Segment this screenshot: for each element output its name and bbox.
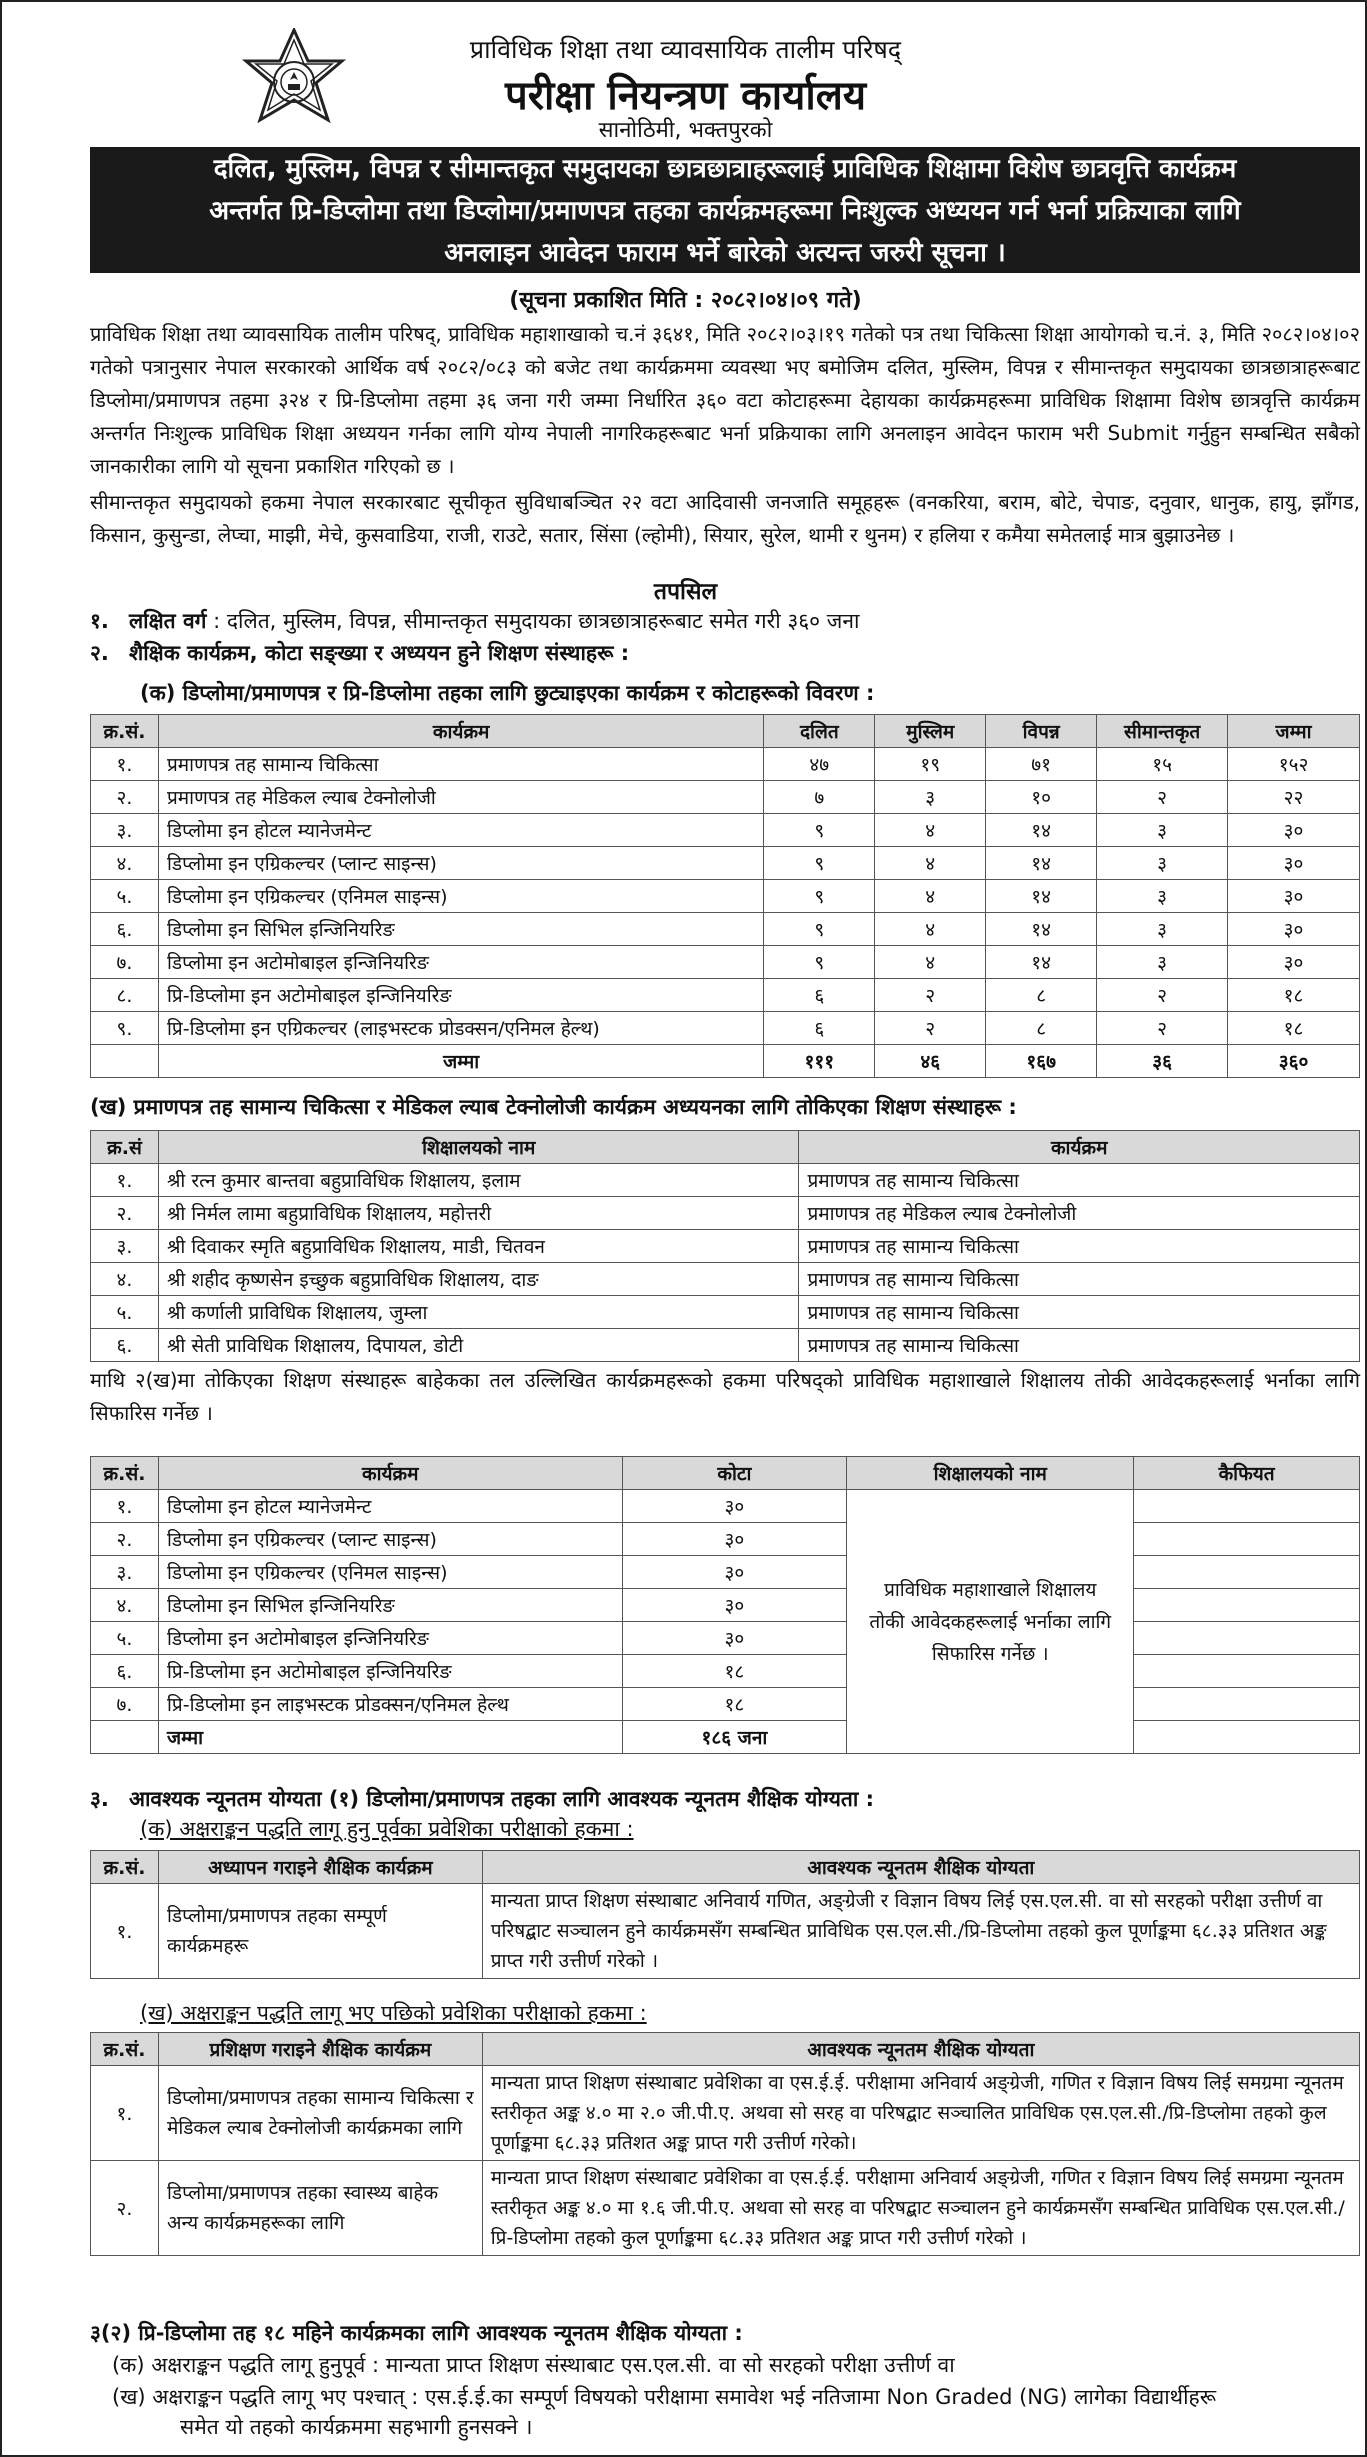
column-header: जम्मा	[1228, 715, 1360, 748]
remarks-cell	[1134, 1721, 1360, 1754]
table-row	[91, 781, 1360, 814]
quota-cell: ३०	[1228, 847, 1360, 880]
section-3-2-ka: (क) अक्षराङ्कन पद्धति लागू हुनुपूर्व : मान्यता प्राप्त शिक्षण संस्थाबाट एस.एल.सी. वा सो सरहको परीक्षा उत्तीर्ण वा	[112, 2353, 955, 2377]
institutions-table-header	[91, 1131, 1360, 1164]
institution-name: श्री निर्मल लामा बहुप्राविधिक शिक्षालय, महोत्तरी	[158, 1197, 798, 1230]
quota-cell: ४.	[91, 847, 159, 880]
table-row	[91, 913, 1360, 946]
total-row	[91, 1045, 1360, 1078]
section-3-number: ३.	[90, 1787, 109, 1811]
serial-cell: ४.	[91, 1589, 159, 1622]
quota-cell: १४	[986, 814, 1097, 847]
column-header: विपन्न	[986, 715, 1097, 748]
quota-cell: २२	[1228, 781, 1360, 814]
notice-banner	[90, 147, 1360, 273]
section-3-sub-ka: (क) अक्षराङ्कन पद्धति लागू हुनु पूर्वका प्रवेशिका परीक्षाको हकमा :	[140, 1817, 634, 1841]
serial-cell: ३.	[91, 1230, 159, 1263]
remarks-cell	[1134, 1556, 1360, 1589]
quota-cell: ३०	[1228, 814, 1360, 847]
program-name: प्रि-डिप्लोमा इन लाइभस्टक प्रोडक्सन/एनिमल हेल्थ	[158, 1688, 622, 1721]
serial-cell: ६.	[91, 1329, 159, 1362]
column-header: क्र.सं.	[91, 715, 159, 748]
serial-cell: २.	[91, 2161, 159, 2256]
table-ka-caption: (क) डिप्लोमा/प्रमाणपत्र र प्रि-डिप्लोमा तहका लागि छुट्याइएका कार्यक्रम र कोटाहरूको विवरण :	[140, 681, 875, 705]
table-row	[91, 1164, 1360, 1197]
program-name: डिप्लोमा इन एग्रिकल्चर (प्लान्ट साइन्स)	[158, 847, 763, 880]
quota-cell: ३	[1097, 814, 1228, 847]
program-name: डिप्लोमा इन सिभिल इन्जिनियरिङ	[158, 913, 763, 946]
serial-cell: ५.	[91, 1296, 159, 1329]
quota-cell: ४	[875, 946, 986, 979]
section-1-title: लक्षित वर्ग	[128, 609, 207, 633]
organization-name: प्राविधिक शिक्षा तथा व्यावसायिक तालीम परिषद्	[469, 35, 902, 64]
serial-cell: १.	[91, 1164, 159, 1197]
column-header: कोटा	[622, 1457, 847, 1490]
column-header: दलित	[764, 715, 875, 748]
table-row	[91, 1523, 1360, 1556]
program-name: डिप्लोमा इन एग्रिकल्चर (एनिमल साइन्स)	[158, 880, 763, 913]
table-row	[91, 748, 1360, 781]
quota-cell: १५	[1097, 748, 1228, 781]
section-1-text: : दलित, मुस्लिम, विपन्न, सीमान्तकृत समुदायका छात्रछात्राहरूबाट समेत गरी ३६० जना	[206, 609, 860, 633]
column-header: कार्यक्रम	[799, 1131, 1360, 1164]
remarks-cell	[1134, 1622, 1360, 1655]
section-1-number: १.	[90, 609, 109, 633]
serial-cell: १.	[91, 2066, 159, 2161]
intro-paragraph: प्राविधिक शिक्षा तथा व्यावसायिक तालीम परिषद्, प्राविधिक महाशाखाको च.नं ३६४१, मिति २०८२।०३।१९ गतेको पत्र तथा चिकित्सा शिक्षा आयोगको च.नं. ३, मिति २०८२।०४।०२ गतेको पत्रानुसार नेपाल सरकारको आर्थिक वर्ष २०८२/०८३ को बजेट तथा कार्यक्रममा व्यवस्था भए बमोजिम दलित, मुस्लिम, विपन्न र सीमान्तकृत समुदायका छात्रछात्राहरूबाट डिप्लोमा/प्रमाणपत्र तहमा ३२४ र प्रि-डिप्लोमा तहमा ३६ जना गरी जम्मा निर्धारित ३६० वटा कोटाहरूमा देहायका कार्यक्रमहरूमा प्राविधिक शिक्षामा विशेष छात्रवृत्ति कार्यक्रम अन्तर्गत निःशुल्क प्राविधिक शिक्षा अध्ययन गर्नका लागि योग्य नेपाली नागरिकहरूबाट भर्ना प्रक्रियाका लागि अनलाइन आवेदन फाराम भरी Submit गर्नुहुन सम्बन्धित सबैको जानकारीका लागि यो सूचना प्रकाशित गरिएको छ ।	[90, 322, 1360, 478]
qualification-text: मान्यता प्राप्त शिक्षण संस्थाबाट प्रवेशिका वा एस.ई.ई. परीक्षामा अनिवार्य अङ्ग्रेजी, गणित र विज्ञान विषय लिई समग्रमा न्यूनतम स्तरीकृत अङ्क ४.० मा १.६ जी.पी.ए. अथवा सो सरह वा परिषद्बाट सञ्चालन हुने कार्यक्रमसँग सम्बन्धित प्राविधिक एस.एल.सी./प्रि-डिप्लोमा तहको कुल पूर्णाङ्कमा ६८.३३ प्रतिशत अङ्क प्राप्त गरी उत्तीर्ण गरेको ।	[482, 2161, 1359, 2256]
office-title: परीक्षा नियन्त्रण कार्यालय	[504, 73, 867, 119]
institution-name: श्री रत्न कुमार बान्तवा बहुप्राविधिक शिक्षालय, इलाम	[158, 1164, 798, 1197]
quota-cell: ३०	[1228, 880, 1360, 913]
quota-cell: १५२	[1228, 748, 1360, 781]
quota-cell: ८	[986, 979, 1097, 1012]
program-name: प्रि-डिप्लोमा इन अटोमोबाइल इन्जिनियरिङ	[158, 979, 763, 1012]
program-name: डिप्लोमा इन होटल म्यानेजमेन्ट	[158, 814, 763, 847]
section-3-title: आवश्यक न्यूनतम योग्यता	[128, 1787, 322, 1811]
quota-cell: ५.	[91, 880, 159, 913]
table-row	[91, 1296, 1360, 1329]
program-name: प्रमाणपत्र तह सामान्य चिकित्सा	[799, 1230, 1360, 1263]
column-header: क्र.सं.	[91, 2033, 159, 2066]
program-name: प्रमाणपत्र तह मेडिकल ल्याब टेक्नोलोजी	[158, 781, 763, 814]
quota-cell: ६	[764, 979, 875, 1012]
total-cell: १६७	[986, 1045, 1097, 1078]
serial-cell: २.	[91, 1523, 159, 1556]
serial-cell: ६.	[91, 1655, 159, 1688]
table-row	[91, 847, 1360, 880]
quota-cell: ४	[875, 814, 986, 847]
table-kha-caption: (ख) प्रमाणपत्र तह सामान्य चिकित्सा र मेडिकल ल्याब टेक्नोलोजी कार्यक्रम अध्ययनका लागि तोकिएका शिक्षण संस्थाहरू :	[90, 1095, 1017, 1119]
program-name: डिप्लोमा इन सिभिल इन्जिनियरिङ	[158, 1589, 622, 1622]
program-name: डिप्लोमा इन अटोमोबाइल इन्जिनियरिङ	[158, 1622, 622, 1655]
program-name: प्रमाणपत्र तह सामान्य चिकित्सा	[799, 1296, 1360, 1329]
quota-cell: ४	[875, 880, 986, 913]
quota-cell: ३	[1097, 880, 1228, 913]
total-cell: ३६	[1097, 1045, 1228, 1078]
quota-cell: ६	[764, 1012, 875, 1045]
serial-cell: ४.	[91, 1263, 159, 1296]
quota-cell: ३.	[91, 814, 159, 847]
qualification-table-pre-grading	[90, 1850, 1360, 1979]
column-header: क्र.सं.	[91, 1457, 159, 1490]
serial-cell: १.	[91, 1884, 159, 1979]
total-label: जम्मा	[158, 1721, 622, 1754]
recommendation-table-header	[91, 1457, 1360, 1490]
program-name: प्रि-डिप्लोमा इन एग्रिकल्चर (लाइभस्टक प्रोडक्सन/एनिमल हेल्थ)	[158, 1012, 763, 1045]
total-cell: ४६	[875, 1045, 986, 1078]
quota-cell: २	[1097, 1012, 1228, 1045]
column-header: सीमान्तकृत	[1097, 715, 1228, 748]
table-row	[91, 2066, 1360, 2161]
qualification-text: मान्यता प्राप्त शिक्षण संस्थाबाट प्रवेशिका वा एस.ई.ई. परीक्षामा अनिवार्य अङ्ग्रेजी, गणित र विज्ञान विषय लिई समग्रमा न्यूनतम स्तरीकृत अङ्क ४.० मा २.० जी.पी.ए. अथवा सो सरह वा परिषद्बाट सञ्चालित प्राविधिक एस.एल.सी./प्रि-डिप्लोमा तहको कुल पूर्णाङ्कमा ६८.३३ प्रतिशत अङ्क प्राप्त गरी उत्तीर्ण गरेको।	[482, 2066, 1359, 2161]
section-3-2-kha-line-1: (ख) अक्षराङ्कन पद्धति लागू भए पश्चात् : एस.ई.ई.का सम्पूर्ण विषयको परीक्षामा समावेश भई नतिजामा Non Graded (NG) लागेका विद्यार्थीहरू	[112, 2385, 1217, 2409]
quota-cell: ३०	[622, 1589, 847, 1622]
column-header: मुस्लिम	[875, 715, 986, 748]
column-header: शिक्षालयको नाम	[847, 1457, 1134, 1490]
section-3-text: (१) डिप्लोमा/प्रमाणपत्र तहका लागि आवश्यक न्यूनतम शैक्षिक योग्यता :	[321, 1787, 875, 1811]
table-row	[91, 1490, 1360, 1523]
section-1	[90, 606, 1360, 636]
qualification-table-pre-grading-header	[91, 1851, 1360, 1884]
program-name: डिप्लोमा/प्रमाणपत्र तहका सामान्य चिकित्सा र मेडिकल ल्याब टेक्नोलोजी कार्यक्रमका लागि	[158, 2066, 482, 2161]
program-name: प्रमाणपत्र तह मेडिकल ल्याब टेक्नोलोजी	[799, 1197, 1360, 1230]
middle-paragraph: माथि २(ख)मा तोकिएका शिक्षण संस्थाहरू बाहेकका तल उल्लिखित कार्यक्रमहरूको हकमा परिषद्को प्राविधिक महाशाखाले शिक्षालय तोकी आवेदकहरूलाई भर्नाका लागि सिफारिस गर्नेछ ।	[90, 1368, 1360, 1425]
table-row	[91, 1556, 1360, 1589]
quota-cell: ६.	[91, 913, 159, 946]
column-header: क्र.सं	[91, 1131, 159, 1164]
total-cell	[91, 1045, 159, 1078]
quota-cell: ३०	[622, 1523, 847, 1556]
table-row	[91, 1884, 1360, 1979]
total-row	[91, 1721, 1360, 1754]
quota-cell: ७.	[91, 946, 159, 979]
quota-cell: १४	[986, 913, 1097, 946]
program-name: डिप्लोमा इन होटल म्यानेजमेन्ट	[158, 1490, 622, 1523]
published-date: (सूचना प्रकाशित मिति : २०८२।०४।०९ गते)	[509, 288, 862, 313]
quota-cell: ३०	[622, 1622, 847, 1655]
total-cell: ३६०	[1228, 1045, 1360, 1078]
serial-cell: २.	[91, 1197, 159, 1230]
table-row	[91, 1263, 1360, 1296]
quota-cell: ७१	[986, 748, 1097, 781]
quota-cell: २	[875, 1012, 986, 1045]
table-row	[91, 880, 1360, 913]
quota-cell: १०	[986, 781, 1097, 814]
qualification-text: मान्यता प्राप्त शिक्षण संस्थाबाट अनिवार्य गणित, अङ्ग्रेजी र विज्ञान विषय लिई एस.एल.सी. वा सो सरहको परीक्षा उत्तीर्ण वा परिषद्बाट सञ्चालन हुने कार्यक्रमसँग सम्बन्धित प्राविधिक एस.एल.सी./प्रि-डिप्लोमा तहको कुल पूर्णाङ्कमा ६८.३३ प्रतिशत अङ्क प्राप्त गरी उत्तीर्ण गरेको ।	[482, 1884, 1359, 1979]
program-name: प्रि-डिप्लोमा इन अटोमोबाइल इन्जिनियरिङ	[158, 1655, 622, 1688]
quota-cell: ३	[1097, 946, 1228, 979]
quota-cell: २	[1097, 979, 1228, 1012]
quota-cell: २.	[91, 781, 159, 814]
banner-line-2: अन्तर्गत प्रि-डिप्लोमा तथा डिप्लोमा/प्रमाणपत्र तहका कार्यक्रमहरूमा निःशुल्क अध्ययन गर्न भर्ना प्रक्रियाका लागि	[209, 196, 1241, 226]
section-2	[90, 638, 1360, 668]
quota-cell: १४	[986, 946, 1097, 979]
program-name: डिप्लोमा इन एग्रिकल्चर (एनिमल साइन्स)	[158, 1556, 622, 1589]
quota-cell: ९	[764, 847, 875, 880]
quota-table	[90, 714, 1360, 1078]
remarks-cell	[1134, 1523, 1360, 1556]
table-row	[91, 979, 1360, 1012]
column-header: कार्यक्रम	[158, 1457, 622, 1490]
quota-cell: ३०	[622, 1490, 847, 1523]
marginal-community-paragraph: सीमान्तकृत समुदायको हकमा नेपाल सरकारबाट सूचीकृत सुविधाबञ्चित २२ वटा आदिवासी जनजाति समूहहरू (वनकरिया, बराम, बोटे, चेपाङ, दनुवार, धानुक, हायु, झाँगड, किसान, कुसुन्डा, लेप्चा, माझी, मेचे, कुसवाडिया, राजी, राउटे, सतार, सिंसा (ल्होमी), सियार, सुरेल, थामी र थुनम) र हलिया र कमैया समेतलाई मात्र बुझाउनेछ ।	[90, 490, 1360, 547]
table-row	[91, 1197, 1360, 1230]
total-value: १८६ जना	[622, 1721, 847, 1754]
institution-name: श्री सेती प्राविधिक शिक्षालय, दिपायल, डोटी	[158, 1329, 798, 1362]
serial-cell: ३.	[91, 1556, 159, 1589]
quota-cell: ८.	[91, 979, 159, 1012]
table-row	[91, 2161, 1360, 2256]
banner-line-1: दलित, मुस्लिम, विपन्न र सीमान्तकृत समुदायका छात्रछात्राहरूलाई प्राविधिक शिक्षामा विशेष छात्रवृत्ति कार्यक्रम	[213, 154, 1237, 184]
section-3	[90, 1784, 1360, 1814]
institution-name: श्री दिवाकर स्मृति बहुप्राविधिक शिक्षालय, माडी, चितवन	[158, 1230, 798, 1263]
institutions-table	[90, 1130, 1360, 1362]
section-3-2-title: ३(२) प्रि-डिप्लोमा तह १८ महिने कार्यक्रमका लागि आवश्यक न्यूनतम शैक्षिक योग्यता :	[90, 2321, 743, 2345]
column-header: आवश्यक न्यूनतम शैक्षिक योग्यता	[482, 1851, 1359, 1884]
total-cell: १११	[764, 1045, 875, 1078]
table-row	[91, 1655, 1360, 1688]
quota-cell: १९	[875, 748, 986, 781]
quota-cell: १.	[91, 748, 159, 781]
quota-cell: १८	[622, 1688, 847, 1721]
program-name: प्रमाणपत्र तह सामान्य चिकित्सा	[799, 1329, 1360, 1362]
quota-cell: ९	[764, 946, 875, 979]
table-row	[91, 1688, 1360, 1721]
quota-cell: ९	[764, 880, 875, 913]
remarks-cell	[1134, 1589, 1360, 1622]
table-row	[91, 1230, 1360, 1263]
tapasil-heading: तपसिल	[653, 579, 718, 605]
quota-cell: ७	[764, 781, 875, 814]
program-name: डिप्लोमा/प्रमाणपत्र तहका स्वास्थ्य बाहेक अन्य कार्यक्रमहरूका लागि	[158, 2161, 482, 2256]
quota-cell: ४	[875, 913, 986, 946]
table-row	[91, 814, 1360, 847]
quota-cell: १८	[622, 1655, 847, 1688]
quota-cell: ३०	[622, 1556, 847, 1589]
quota-cell: ४	[875, 847, 986, 880]
quota-cell: ३०	[1228, 946, 1360, 979]
total-empty-cell	[91, 1721, 159, 1754]
quota-cell: ८	[986, 1012, 1097, 1045]
section-3-sub-kha: (ख) अक्षराङ्कन पद्धति लागू भए पछिको प्रवेशिका परीक्षाको हकमा :	[140, 2001, 647, 2025]
table-row	[91, 946, 1360, 979]
institution-recommendation-note: प्राविधिक महाशाखाले शिक्षालय तोकी आवेदकहरूलाई भर्नाका लागि सिफारिस गर्नेछ ।	[847, 1490, 1134, 1754]
recommendation-table	[90, 1456, 1360, 1754]
program-name: प्रमाणपत्र तह सामान्य चिकित्सा	[158, 748, 763, 781]
program-name: डिप्लोमा/प्रमाणपत्र तहका सम्पूर्ण कार्यक्रमहरू	[158, 1884, 482, 1979]
remarks-cell	[1134, 1655, 1360, 1688]
serial-cell: १.	[91, 1490, 159, 1523]
table-row	[91, 1012, 1360, 1045]
section-3-2-kha-line-2: समेत यो तहको कार्यक्रममा सहभागी हुनसक्ने ।	[180, 2415, 533, 2439]
quota-cell: ३	[1097, 913, 1228, 946]
column-header: आवश्यक न्यूनतम शैक्षिक योग्यता	[482, 2033, 1359, 2066]
quota-cell: २	[1097, 781, 1228, 814]
table-row	[91, 1589, 1360, 1622]
section-2-title: शैक्षिक कार्यक्रम, कोटा सङ्ख्या र अध्ययन हुने शिक्षण संस्थाहरू :	[128, 641, 630, 665]
quota-cell: ९.	[91, 1012, 159, 1045]
qualification-table-post-grading	[90, 2032, 1360, 2256]
quota-cell: २	[875, 979, 986, 1012]
remarks-cell	[1134, 1688, 1360, 1721]
quota-cell: ९	[764, 814, 875, 847]
header	[2, 2, 1367, 143]
serial-cell: ७.	[91, 1688, 159, 1721]
quota-cell: १४	[986, 847, 1097, 880]
column-header: कार्यक्रम	[158, 715, 763, 748]
quota-cell: ४७	[764, 748, 875, 781]
column-header: क्र.सं.	[91, 1851, 159, 1884]
program-name: प्रमाणपत्र तह सामान्य चिकित्सा	[799, 1164, 1360, 1197]
remarks-cell	[1134, 1490, 1360, 1523]
office-location: सानोठिमी, भक्तपुरको	[598, 118, 773, 143]
institution-name: श्री शहीद कृष्णसेन इच्छुक बहुप्राविधिक शिक्षालय, दाङ	[158, 1263, 798, 1296]
quota-cell: ९	[764, 913, 875, 946]
serial-cell: ५.	[91, 1622, 159, 1655]
program-name: डिप्लोमा इन अटोमोबाइल इन्जिनियरिङ	[158, 946, 763, 979]
column-header: शिक्षालयको नाम	[158, 1131, 798, 1164]
table-row	[91, 1329, 1360, 1362]
quota-cell: ३	[875, 781, 986, 814]
institution-name: श्री कर्णाली प्राविधिक शिक्षालय, जुम्ला	[158, 1296, 798, 1329]
program-name: डिप्लोमा इन एग्रिकल्चर (प्लान्ट साइन्स)	[158, 1523, 622, 1556]
quota-table-header	[91, 715, 1360, 748]
program-name: प्रमाणपत्र तह सामान्य चिकित्सा	[799, 1263, 1360, 1296]
column-header: अध्यापन गराइने शैक्षिक कार्यक्रम	[158, 1851, 482, 1884]
banner-line-3: अनलाइन आवेदन फाराम भर्ने बारेको अत्यन्त जरुरी सूचना ।	[444, 238, 1006, 268]
table-row	[91, 1622, 1360, 1655]
column-header: प्रशिक्षण गराइने शैक्षिक कार्यक्रम	[158, 2033, 482, 2066]
total-label: जम्मा	[158, 1045, 763, 1078]
quota-cell: १४	[986, 880, 1097, 913]
section-2-number: २.	[90, 641, 109, 665]
quota-cell: ३	[1097, 847, 1228, 880]
qualification-table-post-grading-header	[91, 2033, 1360, 2066]
quota-cell: ३०	[1228, 913, 1360, 946]
quota-cell: १८	[1228, 979, 1360, 1012]
column-header: कैफियत	[1134, 1457, 1360, 1490]
quota-cell: १८	[1228, 1012, 1360, 1045]
